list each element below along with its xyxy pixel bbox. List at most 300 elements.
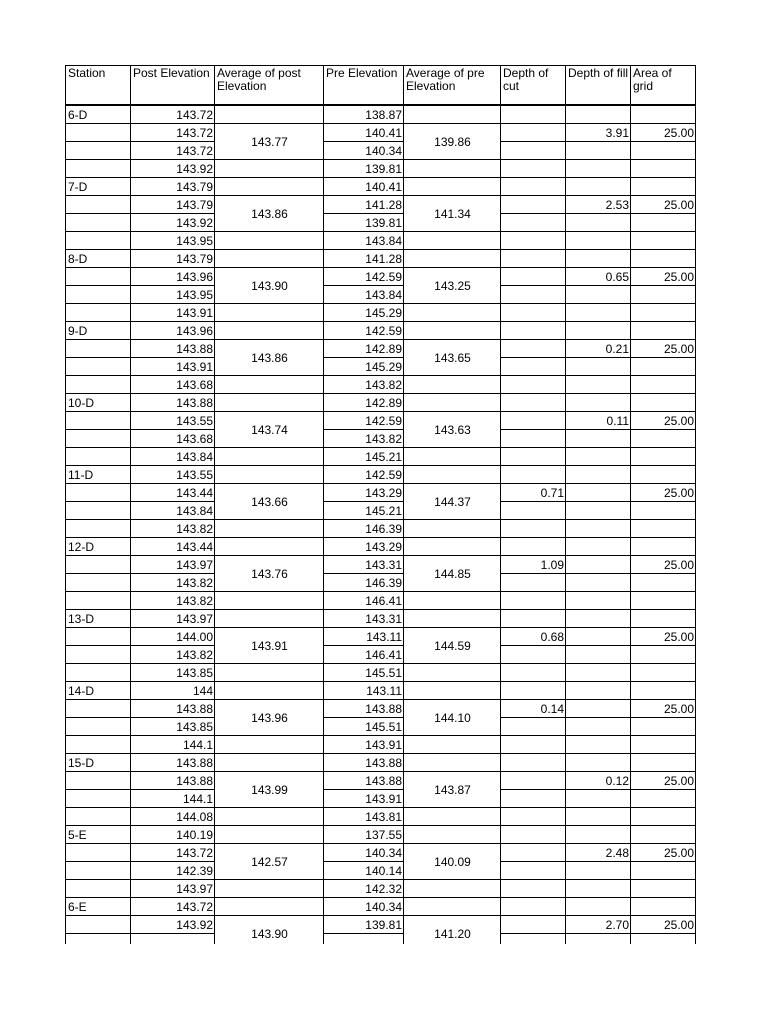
station-cell <box>66 646 131 664</box>
average-post-cell <box>215 610 324 628</box>
depth-fill-cell <box>566 250 631 268</box>
average-post-cell <box>215 880 324 898</box>
depth-fill-cell <box>566 142 631 160</box>
depth-cut-cell <box>501 466 566 484</box>
area-grid-cell: 25.00 <box>631 124 696 142</box>
area-grid-cell: 25.00 <box>631 340 696 358</box>
depth-cut-cell <box>501 862 566 880</box>
area-grid-cell <box>631 646 696 664</box>
depth-fill-cell <box>566 466 631 484</box>
depth-cut-cell <box>501 178 566 196</box>
average-pre-cell: 144.10 <box>404 700 501 736</box>
average-pre-cell <box>404 880 501 898</box>
table-row <box>66 340 696 358</box>
post-elevation-cell: 143.92 <box>131 160 215 178</box>
depth-fill-cell <box>566 574 631 592</box>
depth-fill-cell <box>566 556 631 574</box>
average-pre-cell <box>404 664 501 682</box>
table-row <box>66 358 696 376</box>
post-elevation-cell: 143.91 <box>131 304 215 322</box>
area-grid-cell <box>631 736 696 754</box>
depth-cut-cell <box>501 142 566 160</box>
earthwork-table <box>65 65 696 944</box>
pre-elevation-cell: 142.89 <box>324 394 404 412</box>
area-grid-cell <box>631 610 696 628</box>
depth-cut-cell <box>501 754 566 772</box>
table-row <box>66 790 696 808</box>
post-elevation-cell: 143.82 <box>131 574 215 592</box>
post-elevation-cell: 143.85 <box>131 664 215 682</box>
pre-elevation-cell: 143.84 <box>324 232 404 250</box>
post-elevation-cell: 143.88 <box>131 394 215 412</box>
pre-elevation-cell: 140.14 <box>324 862 404 880</box>
table-row <box>66 862 696 880</box>
average-pre-cell: 143.65 <box>404 340 501 376</box>
station-cell: 9-D <box>66 322 131 340</box>
depth-fill-cell: 0.12 <box>566 772 631 790</box>
station-cell <box>66 124 131 142</box>
post-elevation-cell: 143.88 <box>131 754 215 772</box>
depth-fill-cell <box>566 106 631 124</box>
pre-elevation-cell: 143.11 <box>324 628 404 646</box>
average-pre-cell <box>404 178 501 196</box>
depth-cut-cell <box>501 286 566 304</box>
average-pre-cell: 141.20 <box>404 916 501 945</box>
average-pre-cell <box>404 322 501 340</box>
station-cell: 13-D <box>66 610 131 628</box>
post-elevation-cell: 143.95 <box>131 286 215 304</box>
average-pre-cell <box>404 250 501 268</box>
header-pre-elevation: Pre Elevation <box>324 66 404 105</box>
station-cell <box>66 628 131 646</box>
station-cell <box>66 844 131 862</box>
station-cell <box>66 718 131 736</box>
depth-cut-cell <box>501 394 566 412</box>
post-elevation-cell: 140.19 <box>131 826 215 844</box>
table-row <box>66 880 696 898</box>
depth-cut-cell <box>501 106 566 124</box>
station-cell <box>66 484 131 502</box>
average-pre-cell <box>404 376 501 394</box>
average-post-cell <box>215 736 324 754</box>
post-elevation-cell: 143.82 <box>131 520 215 538</box>
header-row <box>66 66 696 105</box>
average-pre-cell <box>404 448 501 466</box>
depth-fill-cell <box>566 520 631 538</box>
average-pre-cell <box>404 592 501 610</box>
area-grid-cell: 25.00 <box>631 700 696 718</box>
table-row <box>66 178 696 196</box>
depth-cut-cell <box>501 250 566 268</box>
area-grid-cell <box>631 718 696 736</box>
station-cell <box>66 412 131 430</box>
pre-elevation-cell: 137.55 <box>324 826 404 844</box>
depth-cut-cell <box>501 502 566 520</box>
table-row <box>66 322 696 340</box>
depth-fill-cell <box>566 358 631 376</box>
average-post-cell: 143.86 <box>215 340 324 376</box>
station-cell <box>66 862 131 880</box>
area-grid-cell <box>631 466 696 484</box>
post-elevation-cell: 143.95 <box>131 232 215 250</box>
table-row <box>66 466 696 484</box>
pre-elevation-cell: 145.29 <box>324 358 404 376</box>
depth-cut-cell <box>501 718 566 736</box>
average-pre-cell: 143.87 <box>404 772 501 808</box>
depth-cut-cell <box>501 412 566 430</box>
average-pre-cell <box>404 736 501 754</box>
depth-fill-cell <box>566 286 631 304</box>
area-grid-cell <box>631 934 696 945</box>
post-elevation-cell: 143.96 <box>131 322 215 340</box>
depth-cut-cell <box>501 592 566 610</box>
average-post-cell <box>215 466 324 484</box>
pre-elevation-cell: 140.41 <box>324 124 404 142</box>
post-elevation-cell: 144.08 <box>131 808 215 826</box>
pre-elevation-cell: 143.82 <box>324 430 404 448</box>
area-grid-cell: 25.00 <box>631 772 696 790</box>
depth-cut-cell: 0.71 <box>501 484 566 502</box>
pre-elevation-cell: 142.32 <box>324 880 404 898</box>
depth-cut-cell <box>501 196 566 214</box>
area-grid-cell <box>631 538 696 556</box>
pre-elevation-cell: 143.31 <box>324 556 404 574</box>
average-pre-cell: 144.59 <box>404 628 501 664</box>
average-post-cell: 143.96 <box>215 700 324 736</box>
post-elevation-cell: 143.72 <box>131 106 215 124</box>
post-elevation-cell: 143.55 <box>131 466 215 484</box>
depth-fill-cell <box>566 826 631 844</box>
depth-cut-cell <box>501 340 566 358</box>
depth-cut-cell <box>501 358 566 376</box>
pre-elevation-cell: 140.41 <box>324 178 404 196</box>
depth-cut-cell: 1.09 <box>501 556 566 574</box>
depth-fill-cell <box>566 322 631 340</box>
depth-cut-cell <box>501 376 566 394</box>
depth-fill-cell <box>566 898 631 916</box>
post-elevation-cell: 142.39 <box>131 862 215 880</box>
area-grid-cell <box>631 592 696 610</box>
post-elevation-cell: 143.92 <box>131 214 215 232</box>
depth-fill-cell <box>566 808 631 826</box>
depth-fill-cell <box>566 178 631 196</box>
table-row <box>66 610 696 628</box>
pre-elevation-cell: 146.39 <box>324 574 404 592</box>
table-row <box>66 844 696 862</box>
area-grid-cell <box>631 664 696 682</box>
header-depth-cut: Depth of cut <box>501 66 566 105</box>
pre-elevation-cell: 143.84 <box>324 286 404 304</box>
station-cell <box>66 376 131 394</box>
average-pre-cell <box>404 826 501 844</box>
pre-elevation-cell: 142.59 <box>324 322 404 340</box>
post-elevation-cell: 144.00 <box>131 628 215 646</box>
post-elevation-cell: 144.1 <box>131 736 215 754</box>
depth-cut-cell <box>501 844 566 862</box>
table-row <box>66 250 696 268</box>
station-cell <box>66 196 131 214</box>
depth-fill-cell <box>566 628 631 646</box>
pre-elevation-cell: 145.51 <box>324 718 404 736</box>
post-elevation-cell: 143.68 <box>131 430 215 448</box>
depth-fill-cell <box>566 880 631 898</box>
table-row <box>66 574 696 592</box>
depth-fill-cell <box>566 394 631 412</box>
pre-elevation-cell: 139.81 <box>324 160 404 178</box>
post-elevation-cell: 143.72 <box>131 142 215 160</box>
post-elevation-cell: 143.97 <box>131 556 215 574</box>
pre-elevation-cell: 142.59 <box>324 412 404 430</box>
average-post-cell: 143.90 <box>215 268 324 304</box>
area-grid-cell: 25.00 <box>631 196 696 214</box>
table-row <box>66 520 696 538</box>
pre-elevation-cell: 143.82 <box>324 376 404 394</box>
depth-fill-cell <box>566 718 631 736</box>
area-grid-cell <box>631 376 696 394</box>
table-row <box>66 394 696 412</box>
header-area-grid: Area of grid <box>631 66 696 105</box>
table-row <box>66 700 696 718</box>
average-post-cell <box>215 754 324 772</box>
post-elevation-cell: 144 <box>131 682 215 700</box>
table-row <box>66 232 696 250</box>
pre-elevation-cell: 142.59 <box>324 268 404 286</box>
post-elevation-cell: 143.44 <box>131 538 215 556</box>
table-row <box>66 196 696 214</box>
table-row <box>66 412 696 430</box>
station-cell <box>66 358 131 376</box>
pre-elevation-cell: 142.59 <box>324 466 404 484</box>
area-grid-cell <box>631 178 696 196</box>
depth-cut-cell <box>501 790 566 808</box>
table-row <box>66 556 696 574</box>
station-cell <box>66 430 131 448</box>
post-elevation-cell: 143.79 <box>131 178 215 196</box>
station-cell <box>66 808 131 826</box>
depth-fill-cell <box>566 934 631 945</box>
table-row <box>66 664 696 682</box>
post-elevation-cell: 143.44 <box>131 484 215 502</box>
header-average-pre: Average of pre Elevation <box>404 66 501 105</box>
post-elevation-cell: 143.68 <box>131 376 215 394</box>
average-post-cell <box>215 898 324 916</box>
depth-cut-cell <box>501 232 566 250</box>
pre-elevation-cell: 140.34 <box>324 898 404 916</box>
depth-fill-cell <box>566 790 631 808</box>
average-post-cell: 143.99 <box>215 772 324 808</box>
station-cell <box>66 160 131 178</box>
area-grid-cell <box>631 304 696 322</box>
pre-elevation-cell: 143.91 <box>324 736 404 754</box>
average-post-cell <box>215 250 324 268</box>
average-pre-cell: 144.85 <box>404 556 501 592</box>
depth-fill-cell: 2.70 <box>566 916 631 934</box>
average-pre-cell <box>404 538 501 556</box>
station-cell <box>66 880 131 898</box>
depth-cut-cell <box>501 898 566 916</box>
average-pre-cell: 143.25 <box>404 268 501 304</box>
depth-cut-cell: 0.68 <box>501 628 566 646</box>
depth-cut-cell <box>501 646 566 664</box>
post-elevation-cell: 143.84 <box>131 502 215 520</box>
average-pre-cell <box>404 466 501 484</box>
depth-fill-cell <box>566 502 631 520</box>
area-grid-cell <box>631 160 696 178</box>
header-depth-fill: Depth of fill <box>566 66 631 105</box>
table-row <box>66 736 696 754</box>
average-pre-cell <box>404 808 501 826</box>
depth-cut-cell <box>501 448 566 466</box>
depth-fill-cell: 0.65 <box>566 268 631 286</box>
table-row <box>66 484 696 502</box>
station-cell <box>66 700 131 718</box>
depth-cut-cell <box>501 322 566 340</box>
area-grid-cell <box>631 214 696 232</box>
average-pre-cell <box>404 232 501 250</box>
table-row <box>66 772 696 790</box>
post-elevation-cell: 143.55 <box>131 412 215 430</box>
post-elevation-cell: 143.72 <box>131 844 215 862</box>
pre-elevation-cell: 145.21 <box>324 502 404 520</box>
pre-elevation-cell: 143.91 <box>324 790 404 808</box>
station-cell: 15-D <box>66 754 131 772</box>
pre-elevation-cell: 143.31 <box>324 610 404 628</box>
area-grid-cell: 25.00 <box>631 412 696 430</box>
post-elevation-cell: 143.72 <box>131 898 215 916</box>
area-grid-cell <box>631 826 696 844</box>
area-grid-cell: 25.00 <box>631 844 696 862</box>
area-grid-cell <box>631 754 696 772</box>
depth-cut-cell <box>501 934 566 945</box>
depth-fill-cell <box>566 304 631 322</box>
table-row <box>66 124 696 142</box>
average-post-cell <box>215 592 324 610</box>
average-pre-cell: 139.86 <box>404 124 501 160</box>
depth-cut-cell <box>501 520 566 538</box>
station-cell: 11-D <box>66 466 131 484</box>
post-elevation-cell: 143.82 <box>131 592 215 610</box>
depth-fill-cell <box>566 682 631 700</box>
table-row <box>66 934 696 945</box>
area-grid-cell <box>631 574 696 592</box>
area-grid-cell: 25.00 <box>631 484 696 502</box>
station-cell <box>66 304 131 322</box>
pre-elevation-cell: 146.39 <box>324 520 404 538</box>
area-grid-cell <box>631 106 696 124</box>
table-row <box>66 502 696 520</box>
station-cell <box>66 268 131 286</box>
area-grid-cell <box>631 808 696 826</box>
station-cell <box>66 772 131 790</box>
depth-fill-cell <box>566 430 631 448</box>
depth-cut-cell <box>501 214 566 232</box>
average-post-cell <box>215 808 324 826</box>
table-row <box>66 808 696 826</box>
post-elevation-cell: 143.79 <box>131 196 215 214</box>
depth-fill-cell <box>566 664 631 682</box>
depth-cut-cell <box>501 124 566 142</box>
depth-fill-cell <box>566 160 631 178</box>
area-grid-cell: 25.00 <box>631 628 696 646</box>
depth-cut-cell <box>501 430 566 448</box>
depth-cut-cell <box>501 664 566 682</box>
depth-fill-cell <box>566 754 631 772</box>
depth-cut-cell <box>501 916 566 934</box>
area-grid-cell <box>631 322 696 340</box>
pre-elevation-cell: 143.88 <box>324 754 404 772</box>
post-elevation-cell: 143.72 <box>131 124 215 142</box>
table-row <box>66 376 696 394</box>
post-elevation-cell: 143.85 <box>131 718 215 736</box>
table-row <box>66 538 696 556</box>
average-pre-cell: 141.34 <box>404 196 501 232</box>
pre-elevation-cell: 140.34 <box>324 844 404 862</box>
depth-cut-cell <box>501 880 566 898</box>
depth-fill-cell <box>566 376 631 394</box>
post-elevation-cell: 143.84 <box>131 448 215 466</box>
post-elevation-cell: 143.97 <box>131 610 215 628</box>
table-row <box>66 430 696 448</box>
pre-elevation-cell: 145.21 <box>324 448 404 466</box>
post-elevation-cell: 143.91 <box>131 358 215 376</box>
area-grid-cell <box>631 880 696 898</box>
depth-cut-cell <box>501 808 566 826</box>
average-post-cell: 143.76 <box>215 556 324 592</box>
average-post-cell <box>215 304 324 322</box>
spreadsheet-page <box>65 65 697 944</box>
header-station: Station <box>66 66 131 105</box>
depth-fill-cell <box>566 736 631 754</box>
depth-fill-cell <box>566 700 631 718</box>
depth-fill-cell: 2.53 <box>566 196 631 214</box>
average-post-cell <box>215 538 324 556</box>
average-post-cell: 143.86 <box>215 196 324 232</box>
depth-cut-cell <box>501 538 566 556</box>
average-post-cell <box>215 448 324 466</box>
table-row <box>66 754 696 772</box>
table-row <box>66 448 696 466</box>
pre-elevation-cell: 145.29 <box>324 304 404 322</box>
header-average-post: Average of post Elevation <box>215 66 324 105</box>
average-post-cell: 143.66 <box>215 484 324 520</box>
station-cell <box>66 574 131 592</box>
pre-elevation-cell: 146.41 <box>324 592 404 610</box>
pre-elevation-cell: 143.11 <box>324 682 404 700</box>
average-post-cell: 142.57 <box>215 844 324 880</box>
table-row <box>66 916 696 934</box>
table-row <box>66 718 696 736</box>
depth-fill-cell <box>566 610 631 628</box>
depth-fill-cell <box>566 232 631 250</box>
post-elevation-cell: 143.88 <box>131 772 215 790</box>
area-grid-cell <box>631 430 696 448</box>
post-elevation-cell: 143.79 <box>131 250 215 268</box>
station-cell <box>66 736 131 754</box>
depth-cut-cell <box>501 268 566 286</box>
post-elevation-cell: 144.1 <box>131 790 215 808</box>
average-pre-cell <box>404 160 501 178</box>
post-elevation-cell: 143.92 <box>131 916 215 934</box>
average-post-cell <box>215 322 324 340</box>
post-elevation-cell <box>131 934 215 945</box>
area-grid-cell <box>631 250 696 268</box>
average-post-cell <box>215 376 324 394</box>
depth-cut-cell <box>501 610 566 628</box>
pre-elevation-cell: 140.34 <box>324 142 404 160</box>
station-cell: 7-D <box>66 178 131 196</box>
average-post-cell <box>215 664 324 682</box>
average-pre-cell: 143.63 <box>404 412 501 448</box>
